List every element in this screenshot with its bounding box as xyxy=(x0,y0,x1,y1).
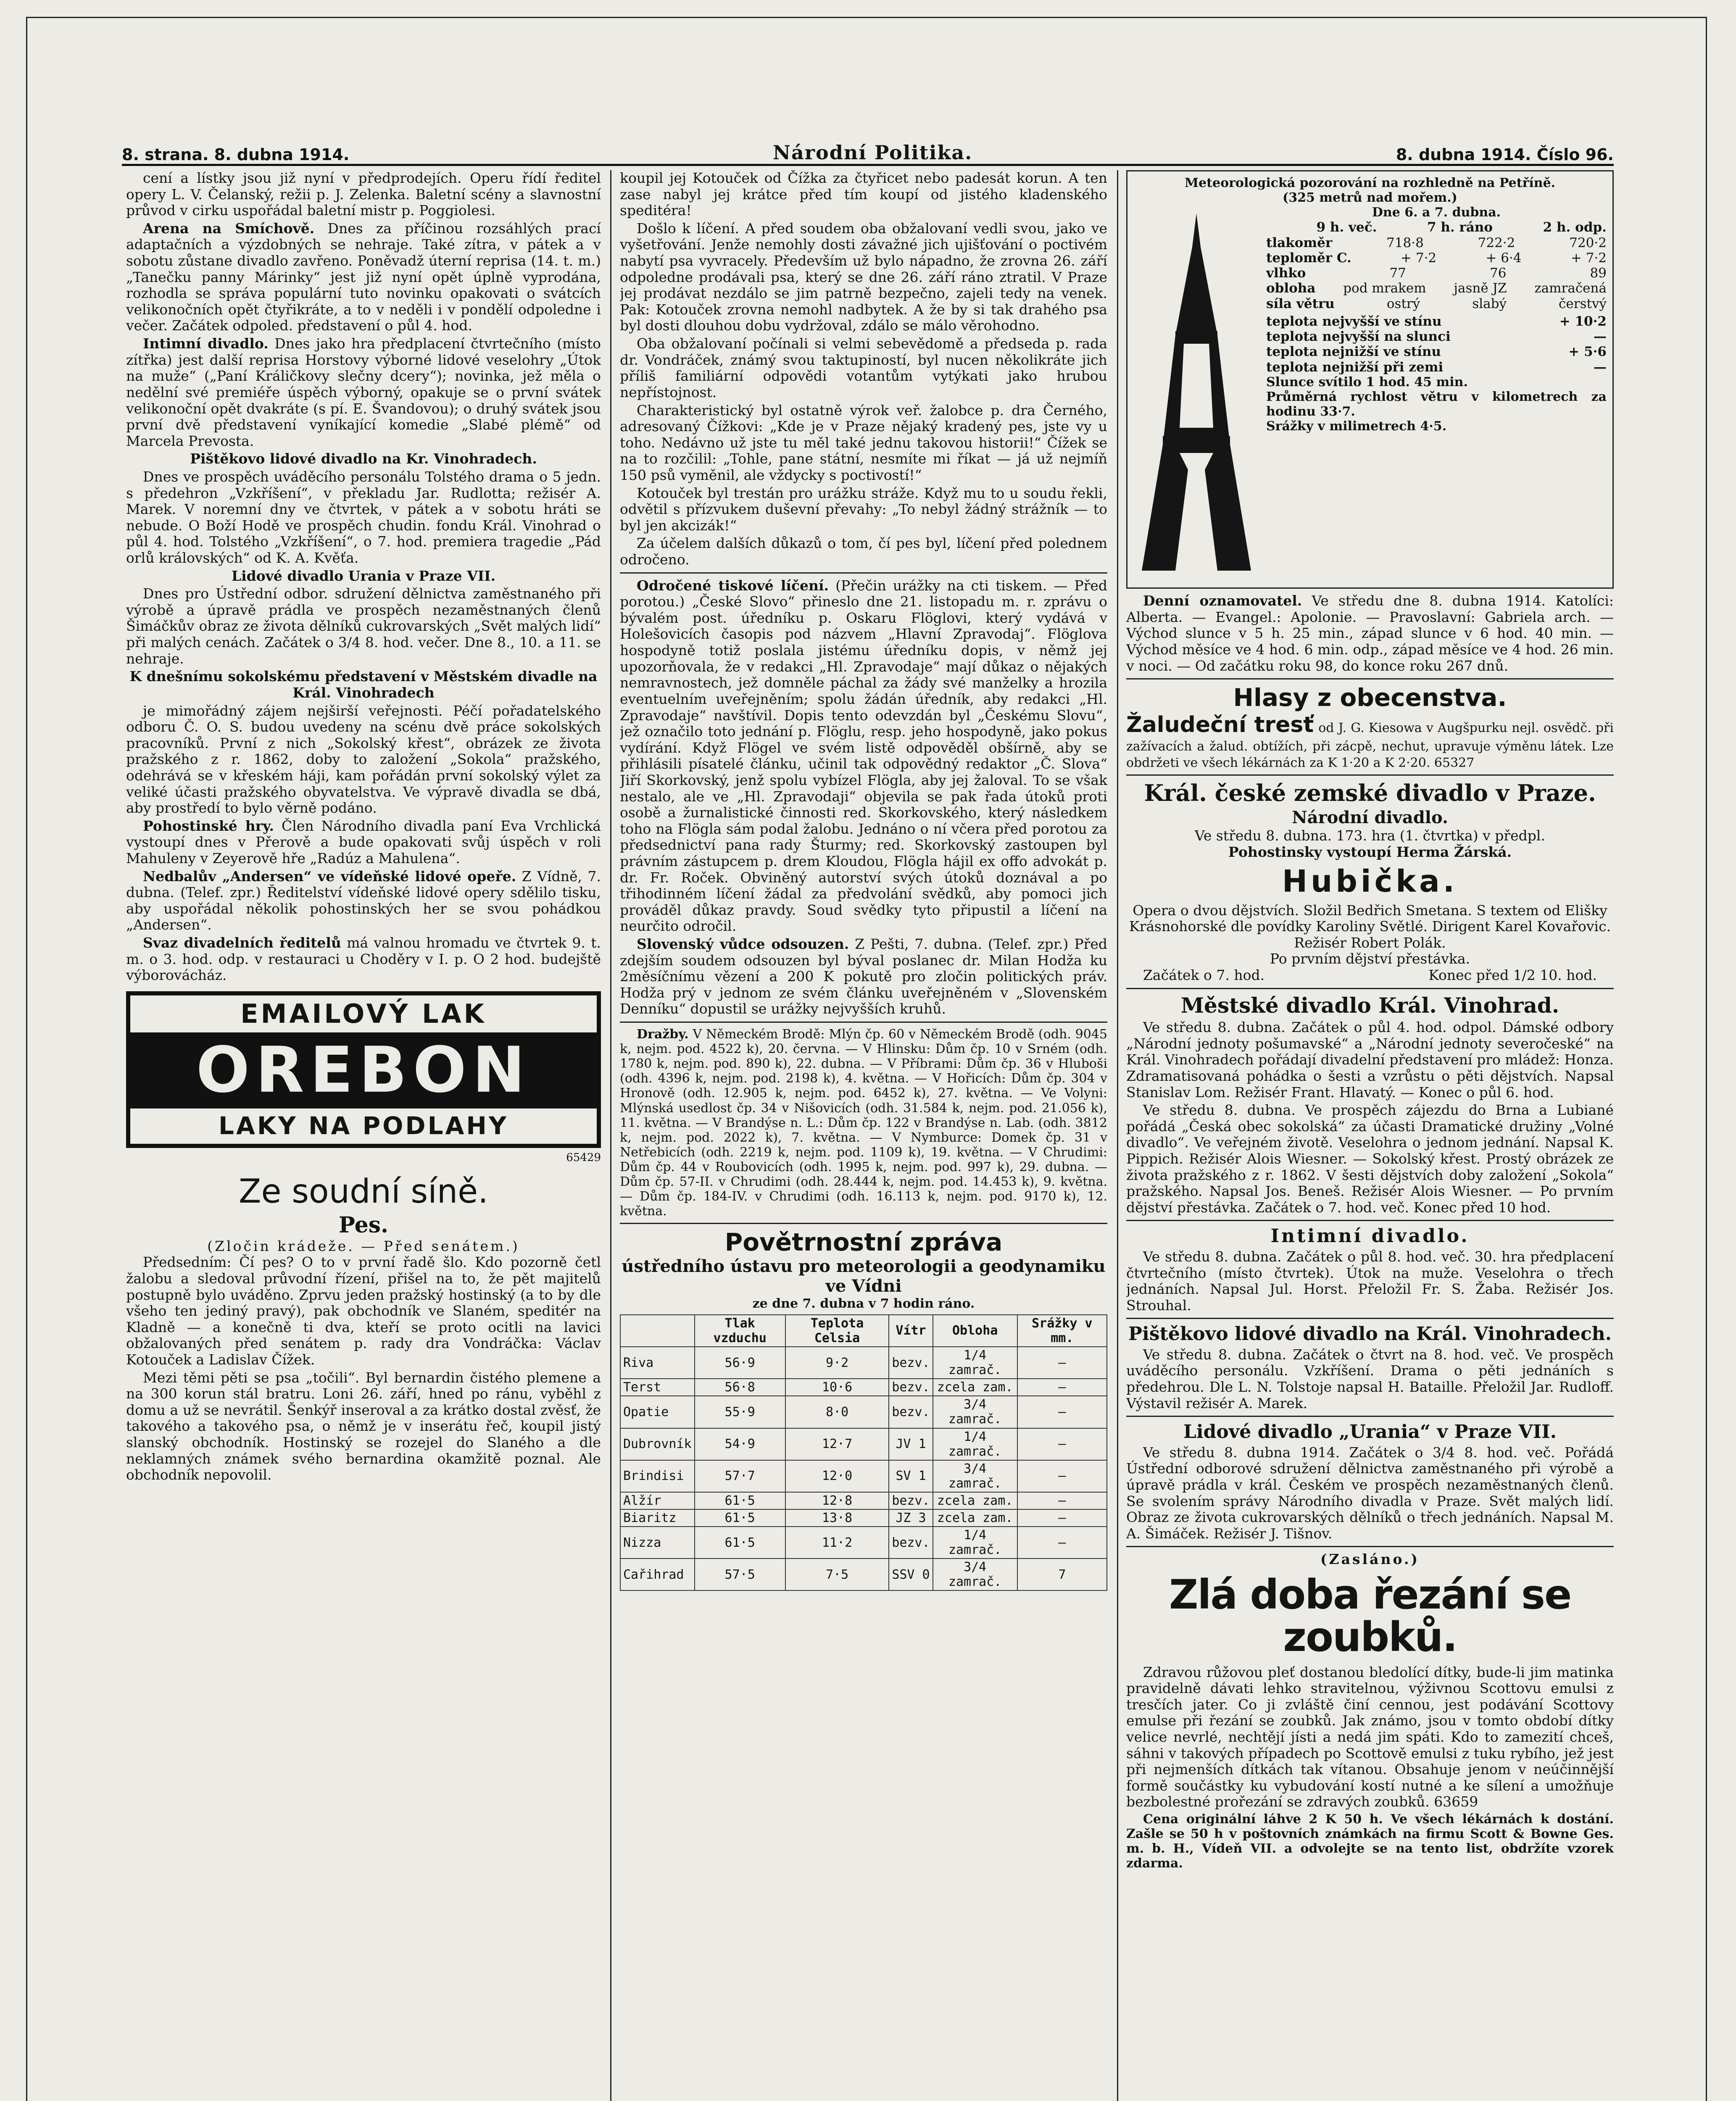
weather-table-cell: Alžír xyxy=(620,1492,695,1509)
weather-report-date: ze dne 7. dubna v 7 hodin ráno. xyxy=(752,1296,975,1311)
petrin-cell: slabý xyxy=(1472,296,1507,311)
weather-table-row xyxy=(620,1492,1107,1509)
weather-table-cell: 11·2 xyxy=(785,1527,889,1559)
petrin-cell: 76 xyxy=(1490,266,1507,281)
intimni-text: Dnes jako hra předplacení čtvrtečního (místo zítřka) jest další reprisa Horstovy výborné lidové veselohry „Útok na muže“ („Paní Králičkovy slečny dcery“); novinka, jež měla o nedělní své premiéře úspěch výborný, opakuje se o první svátek velikonoční opět dvakráte (s pí. E. Švandovou); o druhý svátek jsou první dvě představení vyníkající komedie „Slabé plémě“ od Marcela Prevosta. xyxy=(126,335,601,449)
petrin-cell: pod mrakem xyxy=(1343,281,1426,296)
odroceno-text: (Přečin urážky na cti tiskem. — Před porotou.) „České Slovo“ přineslo dne 21. listopadu m. r. zprávu o bývalém post. úředníku p. Oskaru Flöglovi, který vydává v Holešovicích časopis pod názvem „Hlavní Zpravodaj“. Flöglova hospodyně totiž poslala jistému úředníku dopis, v němž jej upozorňovala, že v redakci „Hl. Zpravodaje“ mají důkaz o nějakých nemravnostech, jež domněle páchal za žády své manželky a hrozila eventuelním uveřejněním; spolu žádán úředník, aby redakci „Hl. Zpravodaje“ navštívil. Dopis tento odevzdán byl „Českému Slovu“, jež označilo toto jednání p. Flöglu, resp. jeho hospodyně, jako pokus vydírání. Když Flögel ve svém listě odpověděl obšírně, aby se přihlásili písatelé článku, učinil tak odpovědný redaktor „Č. Slova“ Jiří Skorkovský, jenž spolu vybízel Flögla, aby jej žaloval. To se však nestalo, ale ve „Hl. Zpravodaji“ objevila se pak řada útoků proti osobě a žurnalistické činnosti red. Skorkovského, který následkem toho na Flögla sám podal žalobu. Jednáno o ní včera před porotou za předsednictví pana rady Šturmy; red. Skorkovský zastoupen byl právním zástupcem p. drem Kloudou, Flögla hájil ex offo advokát p. dr. Fr. Roček. Obviněný autorství svých útoků doznával a po třihodinném líčení žádal za předvolání svědků, aby pomoci jich prováděl důkaz pravdy. Soud svědky tyto připustil a líčení na neurčito odročil. xyxy=(620,577,1107,935)
petrin-temp-cell: teplota nejvyšší na slunci xyxy=(1266,329,1451,345)
zaludek-title: Žaludeční tresť xyxy=(1126,712,1314,738)
weather-table-cell: SV 1 xyxy=(889,1460,933,1492)
weather-table-header-cell: Srážky v mm. xyxy=(1017,1315,1107,1347)
mestske-text: Ve středu 8. dubna. Začátek o půl 4. hod. odpol. Dámské odbory „Národní jednoty pošumavské“ a „Národní jednoty severočeské“ na Král. Vinohradech pořádají divadelní představení pro mládež: Honza. Zdramatisovaná pohádka o šesti a vzrůstu o pěti dějstvích. Napsal Stanislav Lom. Režisér Frant. Hlavatý. — Konec o půl 6. hod. xyxy=(1126,1019,1614,1101)
divider xyxy=(620,572,1107,574)
weather-table-cell: — xyxy=(1017,1492,1107,1509)
weather-table-cell: 57·5 xyxy=(695,1559,785,1590)
petrin-cell: 722·2 xyxy=(1478,235,1515,250)
petrin-row xyxy=(1266,266,1607,281)
weather-table-body xyxy=(620,1347,1107,1590)
odroceno-item xyxy=(620,578,1107,935)
weather-table-cell: zcela zam. xyxy=(933,1379,1017,1396)
divider xyxy=(1126,1546,1614,1547)
hlasy-title: Hlasy z obecenstva. xyxy=(1233,683,1507,712)
drazby-text: V Německém Brodě: Mlýn čp. 60 v Německém Brodě (odh. 9045 k, nejm. pod. 4522 k), 20. června. — V Hlinsku: Dům čp. 10 v Srném (odh. 1780 k, nejm. pod. 890 k), 22. dubna. — V Příbrami: Dům čp. 36 v Hluboši (odh. 4396 k, nejm. pod. 2198 k), 4. května. — V Hořicích: Dům čp. 304 v Hronově (odh. 12.905 k, nejm. pod. 6452 k), 27. května. — Ve Volyni: Mlýnská usedlost čp. 34 v Nišovicích (odh. 31.584 k, nejm. pod. 21.056 k), 11. května. — V Brandýse n. L.: Dům čp. 122 v Brandýse n. Lab. (odh. 3812 k, nejm. pod. 2022 k), 7. května. — V Nymburce: Domek čp. 31 v Netřebicích (odh. 2219 k, nejm. pod. 1109 k), 19. května. — V Chrudimi: Dům čp. 44 v Roubovicích (odh. 1995 k, nejm. pod. 997 k), 29. dubna. — Dům čp. 57-II. v Chrudimi (odh. 28.444 k, nejm. pod. 14.453 k), 9. května. — Dům čp. 184-IV. v Chrudimi (odh. 16.113 k, nejm. pod. 9170 k), 12. května. xyxy=(620,1027,1107,1219)
column-1 xyxy=(126,170,601,2101)
zaludek-text: od J. G. Kiesowa v Augšpurku nejl. osvědč. při zažívacích a žalud. obtížích, při zácpě, nechut, upravuje výměnu látek. Lze obdržeti ve všech lékárnách za K 1·20 a K 2·20. 65327 xyxy=(1126,721,1614,770)
petrin-date: Dne 6. a 7. dubna. xyxy=(1372,205,1501,220)
petrin-temp-row xyxy=(1266,344,1607,359)
weather-table-cell: 3/4 zamrač. xyxy=(933,1559,1017,1590)
weather-table xyxy=(620,1314,1107,1591)
weather-table-cell: 8·0 xyxy=(785,1396,889,1428)
divider xyxy=(1126,988,1614,989)
divider xyxy=(620,1022,1107,1023)
weather-table-cell: 1/4 zamrač. xyxy=(933,1527,1017,1559)
weather-table-cell: 57·7 xyxy=(695,1460,785,1492)
orebon-ad xyxy=(126,991,601,1148)
weather-table-cell: JV 1 xyxy=(889,1428,933,1460)
column-3 xyxy=(1126,170,1614,2101)
arena-title: Arena na Smíchově. xyxy=(143,220,315,237)
odroceno-title: Odročené tiskové líčení. xyxy=(637,577,829,594)
nedbal-title: Nedbalův „Andersen“ ve vídeňské lidové opeře. xyxy=(143,868,516,885)
petrin-temp-cell: teplota nejnižší ve stínu xyxy=(1266,344,1441,360)
weather-table-header-cell: Vítr xyxy=(889,1315,933,1347)
divider xyxy=(620,1223,1107,1224)
weather-table-cell: Cařihrad xyxy=(620,1559,695,1590)
intimni-title: Intimní divadlo. xyxy=(143,335,269,352)
weather-table-row xyxy=(620,1509,1107,1527)
narodni-line2: Pohostinsky vystoupí Herma Žárská. xyxy=(1228,843,1512,860)
weather-table-cell: bezv. xyxy=(889,1527,933,1559)
pes-subtitle: (Zločin krádeže. — Před senátem.) xyxy=(207,1237,520,1254)
weather-table-header-cell: Teplota Celsia xyxy=(785,1315,889,1347)
pistek-text: Dnes ve prospěch uváděcího personálu Tolstého drama o 5 jedn. s předehron „Vzkříšení“, v překladu Jar. Rudlotta; režisér A. Marek. V noremní dny ve čtvrtek, v pátek a v sobotu hráti se nebude. O Boží Hodě ve prospěch chudin. fondu Král. Vinohrad o půl 4. hod. Tolstého „Vzkříšení“, o 7. hod. premiera tragedie „Pád orlů královských“ od K. A. Kvěťa. xyxy=(126,468,601,566)
petrin-temp-row xyxy=(1266,314,1607,329)
zaludek-ad xyxy=(1126,712,1614,770)
nedbal-text: Z Vídně, 7. dubna. (Telef. zpr.) Ředitelství vídeňské lidové opery sdělilo tisku, aby uspořádal několik pohostinských her se svou pohádkou „Andersen“. xyxy=(126,868,601,933)
weather-table-row xyxy=(620,1347,1107,1379)
weather-table-cell: 61·5 xyxy=(695,1509,785,1527)
pes-paragraph-2: Mezi těmi pěti se psa „točili“. Byl bernardin čistého plemene a na 300 korun stál bratru. Loni 26. září, hned po ránu, vyběhl z domu a už se nevrátil. Šenkýř inseroval a za krátko dostal zvěsť, že takového a takového psa, o němž je v inserátu řeč, koupil jistý slanský obchodník. Hostinský se rozejel do Slaného a dle neklamných známek svého bernardina okamžitě poznal. Ale obchodník nepovolil. xyxy=(126,1369,601,1483)
petrin-cell: ostrý xyxy=(1386,296,1420,311)
petrin-cell: tlakoměr xyxy=(1266,235,1333,250)
petrin-temp-cell: teplota nejvyšší ve stínu xyxy=(1266,313,1442,329)
weather-table-cell: 12·0 xyxy=(785,1460,889,1492)
petrin-temp-cell: + 5·6 xyxy=(1568,344,1607,360)
court-section-title: Ze soudní síně. xyxy=(239,1172,488,1211)
hubicka-start: Začátek o 7. hod. xyxy=(1143,967,1265,983)
petrin-cell: teploměr C. xyxy=(1266,250,1351,266)
hubicka-end: Konec před 1/2 10. hod. xyxy=(1428,967,1597,983)
weather-table-cell: Terst xyxy=(620,1379,695,1396)
nedbal-item xyxy=(126,869,601,933)
weather-table-cell: 12·8 xyxy=(785,1492,889,1509)
weather-table-cell: 61·5 xyxy=(695,1527,785,1559)
weather-table-cell: — xyxy=(1017,1509,1107,1527)
petrin-temp-row xyxy=(1266,329,1607,344)
petrin-row xyxy=(1266,235,1607,250)
divider xyxy=(1126,1318,1614,1319)
petrin-row xyxy=(1266,281,1607,296)
opera-note: cení a lístky jsou již nyní v předprodejích. Operu řídí ředitel opery L. V. Čelanský, režii p. J. Zelenka. Baletní scény a slavnostní průvod v cirku uspořádal baletní mistr p. Poggiolesi. xyxy=(126,170,601,219)
svaz-text: má valnou hromadu ve čtvrtek 9. t. m. o 3. hod. odp. v restauraci u Choděry v I. p. O 2 hod. budejště výborovácház. xyxy=(126,935,601,984)
weather-table-header-cell: Tlak vzduchu xyxy=(695,1315,785,1347)
petrin-rain: Srážky v milimetrech 4·5. xyxy=(1266,419,1447,434)
urania-text: Dnes pro Ústřední odbor. sdružení dělnictva zaměstnaného při výrobě a úpravě prádla ve prospěch nezaměstnaných členů Šimáčkův obraz ze života dělníků cukrovarských „Svět malých lidí“ při malých cenách. Začátek o 3/4 8. hod. večer. Dne 8., 10. a 11. se nehraje. xyxy=(126,585,601,667)
arena-item xyxy=(126,221,601,334)
hubicka-text: Opera o dvou dějstvích. Složil Bedřich Smetana. S textem od Elišky Krásnohorské dle povídky Karoliny Světlé. Dirigent Karel Kovařovic. Režisér Robert Polák. xyxy=(1129,902,1611,951)
weather-table-cell: Dubrovník xyxy=(620,1428,695,1460)
mestske-text-2: Ve středu 8. dubna. Ve prospěch zájezdu do Brna a Lubiané pořádá „Česká obec sokolská“ za účasti Dramatické družiny „Volné divadlo“. Ve veřejném životě. Veselohra o jednom jednání. Napsal K. Pippich. Režisér Alois Wiesner. — Sokolský křest. Prostý obrázek ze života pražského z r. 1862. V šesti dějstvích doby založení „Sokola“ pražského. Napsal Jos. Beneš. Režisér Alois Wiesner. — Po prvním dějství přestávka. Začátek o 7. hod. več. Konec před 10 hod. xyxy=(1126,1102,1614,1216)
petrin-cell: zamračená xyxy=(1534,281,1607,296)
pes-paragraph-1: Předsedním: Čí pes? O to v první řadě šlo. Kdo pozorně četl žalobu a sledoval průvodní řízení, přišel na to, že pět majitelů postupně bylo uváděno. Zprvu jeden pražský hostinský (a to by dle všeho ten jediný pravý), pak obchodník ve Slaném, speditér na Kladně — a konečně ti dva, kteří se proto ocitli na lavici obžalovaných před senátem p. rady dra Vondráčka: Václav Kotouček a Ladislav Čížek. xyxy=(126,1254,601,1368)
pes-title: Pes. xyxy=(338,1212,389,1238)
weather-table-cell: bezv. xyxy=(889,1492,933,1509)
weather-table-cell: — xyxy=(1017,1379,1107,1396)
weather-table-cell: JZ 3 xyxy=(889,1509,933,1527)
petrin-row xyxy=(1266,296,1607,311)
sokol-text: je mimořádný zájem nejširší veřejnosti. Péčí pořadatelského odboru Č. O. S. budou uvedeny na scénu dvě práce sokolských pracovníků. První z nich „Sokolský křest“, obrázek ze života pražského z r. 1862, doby to založení „Sokola“ pražského, odehrává se v křeském háji, kam pořádán první sokolský výlet za veliké účasti pražského obyvatelstva. Ve výpravě divadla se dbá, aby prostředí to bylo věrně podáno. xyxy=(126,702,601,816)
zubku-price: Cena originální láhve 2 K 50 h. Ve všech lékárnách k dostání. Zašle se 50 h v poštovních známkách na firmu Scott & Bowne Ges. m. b. H., Vídeň VII. a odvolejte se na tento list, obdržíte vzorek zdarma. xyxy=(1126,1812,1614,1871)
weather-table-cell: 13·8 xyxy=(785,1509,889,1527)
weather-table-cell: Nizza xyxy=(620,1527,695,1559)
weather-table-header-cell xyxy=(620,1315,695,1347)
column-rule-1 xyxy=(610,170,611,2101)
petrin-temp-cell: teplota nejnižší při zemi xyxy=(1266,359,1444,375)
weather-table-cell: 55·9 xyxy=(695,1396,785,1428)
narodni-line1: Ve středu 8. dubna. 173. hra (1. čtvrtka) v předpl. xyxy=(1195,827,1545,844)
pes-continued-3: Oba obžalovaní počínali si velmi sebevědomě a předseda p. rada dr. Vondráček, známý svou taktupiností, byl nucen několikráte jich příliš familiární odpovědi votantům vytýkati jako hrubou nepřístojnost. xyxy=(620,335,1107,400)
zubku-title: Zlá doba řezání se zoubků. xyxy=(1169,1571,1571,1661)
petrin-cell: obloha xyxy=(1266,281,1316,296)
urania-title: Lidové divadlo Urania v Praze VII. xyxy=(231,567,496,584)
slovensky-item xyxy=(620,936,1107,1017)
petrin-cell: + 6·4 xyxy=(1486,250,1522,266)
pes-continued-2: Došlo k líčení. A před soudem oba obžalovaní vedli svou, jako ve vyšetřování. Jenže nemohly dosti závažné jich ujišťování o poctivém nabytí psa vyvracely. Především už bylo nápadno, že zrovna 26. září odpoledne prodávali psa, který se dne 26. září ráno ztratil. V Praze jej prodávat nezdálo se jim patrně bezpečno, zajeli tedy na venek. Pak: Kotouček zrovna nemohl nadbytek. A že by si tak drahého psa byl dosti dlouhou dobu vydržoval, zdálo se málo věrohodno. xyxy=(620,220,1107,334)
denni-title: Denní oznamovatel. xyxy=(1143,592,1302,609)
header-right: 8. dubna 1914. Číslo 96. xyxy=(1396,145,1614,164)
weather-table-cell: Biaritz xyxy=(620,1509,695,1527)
weather-table-cell: 3/4 zamrač. xyxy=(933,1396,1017,1428)
sokol-title: K dnešnímu sokolskému představení v Městském divadle na Král. Vinohradech xyxy=(129,668,598,701)
hubicka-title: Hubička. xyxy=(1282,864,1458,899)
pohostinske-text: Člen Národního divadla paní Eva Vrchlická vystoupí dnes v Přerově a bude opakovati svůj úspěch v roli Mahuleny v Zeyerově hře „Radúz a Mahulena“. xyxy=(126,817,601,866)
arena-text: Dnes za příčinou rozsáhlých prací adaptačních a výzdobných se nehraje. Také zítra, v pátek a v sobotu zůstane divadlo zavřeno. Poněvadž úterní reprisa (14. t. m.) „Tanečku panny Márinky“ jest již nyní opět úplně vyprodána, rozhodla se správa populární tuto novinku opakovati o svátcích velikonočních opět čtyřikráte, a to v neděli i v pondělí odpoledne i večer. Začátek odpoled. představení o půl 4. hod. xyxy=(126,220,601,334)
petrin-cell: 718·8 xyxy=(1386,235,1424,250)
weather-table-row xyxy=(620,1379,1107,1396)
urania-text-3: Ve středu 8. dubna 1914. Začátek o 3/4 8. hod. več. Pořádá Ústřední odborové sdružení dělnictva zaměstnaného při výrobě a úpravě prádla v král. Českém ve prospěch nezaměstnaných členů. Se svolením správy Národního divadla v Praze. Svět malých lidí. Obraz ze života cukrovarských dělníků o třech jednáních. Napsal M. A. Šimáček. Režisér J. Tišnov. xyxy=(1126,1444,1614,1542)
pes-continued-5: Kotouček byl trestán pro urážku stráže. Když mu to u soudu řekli, odvětil s přízvukem duševní převahy: „To nebyl žádný strážník — to byl jen akcizák!“ xyxy=(620,484,1107,534)
slovensky-text: Z Pešti, 7. dubna. (Telef. zpr.) Před zdejším soudem odsouzen byl býval poslanec dr. Milan Hodža ku 2měsíčnímu vězení a 200 K pokutě pro zločin politických práv. Hodža prý v jednom ze svém článku uveřejněném v „Slovenském Denníku“ dopustil se urážky nejvyšších kruhů. xyxy=(620,936,1107,1017)
pes-continued-4: Charakteristický byl ostatně výrok veř. žalobce p. dra Černého, adresovaný Čížkovi: „Kde je v Praze nějaký kradený pes, jste vy u toho. Nedávno už jste tu měl také jednu takovou historii!“ Čížek se na to rozčilil: „Tohle, pane státní, nesmíte mi říkat — já už nejmíň 150 psů vyměnil, ale vždycky s poctivostí!“ xyxy=(620,402,1107,483)
petrin-temp-cell: — xyxy=(1594,359,1607,375)
weather-table-cell: — xyxy=(1017,1460,1107,1492)
petrin-header-cell: 9 h. več. xyxy=(1316,220,1377,235)
pistek-text-3: Ve středu 8. dubna. Začátek o čtvrt na 8. hod. več. Ve prospěch uváděcího personálu. Vzkříšení. Drama o pěti jednáních s předehrou. Dle L. N. Tolstoje napsal H. Bataille. Přeložil Jar. Rudloff. Výstavil režisér A. Marek. xyxy=(1126,1346,1614,1411)
weather-table-row xyxy=(620,1428,1107,1460)
petrin-wind: Průměrná rychlost větru v kilometrech za hodinu 33·7. xyxy=(1266,390,1607,419)
weather-table-header-cell: Obloha xyxy=(933,1315,1017,1347)
weather-table-cell: 7·5 xyxy=(785,1559,889,1590)
orebon-ad-line3: LAKY NA PODLAHY xyxy=(130,1105,597,1144)
slovensky-title: Slovenský vůdce odsouzen. xyxy=(637,936,849,953)
hubicka-times xyxy=(1126,967,1614,984)
intimni-item xyxy=(126,336,601,449)
petrin-temp-cell: — xyxy=(1594,329,1607,345)
weather-table-row xyxy=(620,1460,1107,1492)
petrin-header-cell: 7 h. ráno xyxy=(1427,220,1493,235)
weather-table-cell: 1/4 zamrač. xyxy=(933,1347,1017,1379)
newspaper-title: Národní Politika. xyxy=(772,141,973,164)
petrin-cell: 77 xyxy=(1389,266,1406,281)
weather-report-title: Povětrnostní zpráva xyxy=(724,1228,1003,1257)
petrin-cell: + 7·2 xyxy=(1401,250,1437,266)
weather-table-cell: Opatie xyxy=(620,1396,695,1428)
petrin-cell: síla větru xyxy=(1266,296,1335,311)
svaz-title: Svaz divadelních ředitelů xyxy=(143,935,341,951)
intimni-text-3: Ve středu 8. dubna. Začátek o půl 8. hod. več. 30. hra předplacení čtvrtečního (místo čtvrtek). Útok na muže. Veselohra o třech jednáních. Napsal Jul. Horst. Přeložil Fr. S. Žaba. Režisér Jos. Strouhal. xyxy=(1126,1248,1614,1314)
weather-table-cell: bezv. xyxy=(889,1379,933,1396)
weather-report-subtitle: ústředního ústavu pro meteorologii a geodynamiku ve Vídni xyxy=(622,1256,1106,1296)
weather-table-cell: 9·2 xyxy=(785,1347,889,1379)
petrin-cell: + 7·2 xyxy=(1570,250,1607,266)
weather-table-cell: Riva xyxy=(620,1347,695,1379)
divider xyxy=(1126,678,1614,679)
weather-table-cell: 56·9 xyxy=(695,1347,785,1379)
zaslano-label: (Zasláno.) xyxy=(1320,1551,1420,1568)
weather-table-cell: — xyxy=(1017,1428,1107,1460)
weather-table-cell: 10·6 xyxy=(785,1379,889,1396)
divider xyxy=(1126,1416,1614,1417)
column-rule-2 xyxy=(1117,170,1118,2101)
petrin-header-cell: 2 h. odp. xyxy=(1543,220,1607,235)
petrin-cell: 720·2 xyxy=(1569,235,1607,250)
divider xyxy=(1126,774,1614,776)
weather-table-cell: zcela zam. xyxy=(933,1509,1017,1527)
weather-table-cell: 12·7 xyxy=(785,1428,889,1460)
zubku-text: Zdravou růžovou pleť dostanou bledolící dítky, bude-li jim matinka pravidelně dávati lehko stravitelnou, výživnou Scottovu emulsi z tresčích jater. Co ji zvláště činí cennou, jest podávání Scottovy emulse při řezání se zoubků. Jak známo, jsou v tomto období dítky velice nevrlé, nechtějí jísti a nedá jim spáti. Kdo to zamezití chceš, sáhni v takových případech po Scottově emulsi z tuku rybího, jež jest při nejmenších dítkách tak vítanou. Obsahuje jenom v neúčinnější formě součástky ku vybudování kostí nutné a ke sílení a umožňuje bezbolestné prořezání se zdravých zoubků. 63659 xyxy=(1126,1664,1614,1810)
weather-table-header xyxy=(620,1315,1107,1347)
narodni-title: Král. české zemské divadlo v Praze. xyxy=(1144,779,1596,807)
pes-continued-1: koupil jej Kotouček od Čížka za čtyřicet nebo padesát korun. A ten zase nabyl jej krátce před tím koupí od jistého kladenského speditéra! xyxy=(620,170,1107,219)
weather-table-cell: Brindisi xyxy=(620,1460,695,1492)
denni-item xyxy=(1126,593,1614,674)
petrin-cell: vlhko xyxy=(1266,266,1306,281)
divider xyxy=(1126,1220,1614,1221)
masthead xyxy=(122,126,1614,166)
pohostinske-item xyxy=(126,818,601,867)
pistek-title: Pištěkovo lidové divadlo na Kr. Vinohradech. xyxy=(190,450,537,467)
petrin-cell: jasně JZ xyxy=(1454,281,1507,296)
weather-table-cell: 7 xyxy=(1017,1559,1107,1590)
weather-table-cell: bezv. xyxy=(889,1347,933,1379)
pes-continued-6: Za účelem dalších důkazů o tom, čí pes byl, líčení před polednem odročeno. xyxy=(620,535,1107,568)
petrin-weather-box xyxy=(1126,170,1614,589)
petrin-subtitle: (325 metrů nad mořem.) xyxy=(1283,190,1457,205)
petrin-temp-cell: + 10·2 xyxy=(1559,313,1607,329)
weather-table-cell: 1/4 zamrač. xyxy=(933,1428,1017,1460)
weather-table-cell: — xyxy=(1017,1527,1107,1559)
urania-title-3: Lidové divadlo „Urania“ v Praze VII. xyxy=(1183,1421,1557,1443)
weather-table-cell: SSV 0 xyxy=(889,1559,933,1590)
orebon-ad-code: 65429 xyxy=(566,1151,601,1164)
petrin-header-row xyxy=(1266,220,1607,235)
weather-table-cell: — xyxy=(1017,1396,1107,1428)
petrin-temp-row xyxy=(1266,360,1607,375)
orebon-ad-brand: OREBON xyxy=(130,1036,597,1105)
petrin-row xyxy=(1266,250,1607,266)
weather-table-row xyxy=(620,1559,1107,1590)
pistek-title-3: Pištěkovo lidové divadlo na Král. Vinohradech. xyxy=(1128,1323,1612,1345)
weather-table-cell: 3/4 zamrač. xyxy=(933,1460,1017,1492)
weather-table-cell: 61·5 xyxy=(695,1492,785,1509)
hubicka-intermission: Po prvním dějství přestávka. xyxy=(1270,950,1470,967)
petrin-sun: Slunce svítilo 1 hod. 45 min. xyxy=(1266,374,1468,390)
weather-table-cell: 54·9 xyxy=(695,1428,785,1460)
weather-table-row xyxy=(620,1527,1107,1559)
petrin-cell: 89 xyxy=(1590,266,1607,281)
pohostinske-title: Pohostinské hry. xyxy=(143,817,274,834)
weather-table-cell: zcela zam. xyxy=(933,1492,1017,1509)
svaz-item xyxy=(126,935,601,984)
weather-table-cell: bezv. xyxy=(889,1396,933,1428)
denni-text: Ve středu dne 8. dubna 1914. Katolíci: Alberta. — Evangel.: Apolonie. — Pravoslavní: Gabriela arch. — Východ slunce v 5 h. 25 min., západ slunce v 6 hod. 40 min. — Východ měsíce ve 4 hod. 6 min. odp., západ měsíce ve 4 hod. 26 min. v noci. — Od začátku roku 98, do konce roku 267 dnů. xyxy=(1126,592,1614,674)
petrin-cell: čerstvý xyxy=(1559,296,1607,311)
orebon-ad-line1: EMAILOVÝ LAK xyxy=(130,995,597,1036)
mestske-title: Městské divadlo Král. Vinohrad. xyxy=(1180,993,1560,1018)
drazby-item xyxy=(620,1027,1107,1219)
intimni-title-3: Intimní divadlo. xyxy=(1270,1225,1470,1247)
weather-table-row xyxy=(620,1396,1107,1428)
weather-table-cell: — xyxy=(1017,1347,1107,1379)
weather-table-cell: 56·8 xyxy=(695,1379,785,1396)
petrin-tower-icon xyxy=(1133,209,1259,579)
column-2 xyxy=(620,170,1107,2101)
drazby-title: Dražby. xyxy=(637,1027,689,1042)
narodni-subtitle: Národní divadlo. xyxy=(1292,808,1448,828)
header-left: 8. strana. 8. dubna 1914. xyxy=(122,145,350,164)
petrin-title: Meteorologická pozorování na rozhledně na Petříně. xyxy=(1184,176,1556,190)
